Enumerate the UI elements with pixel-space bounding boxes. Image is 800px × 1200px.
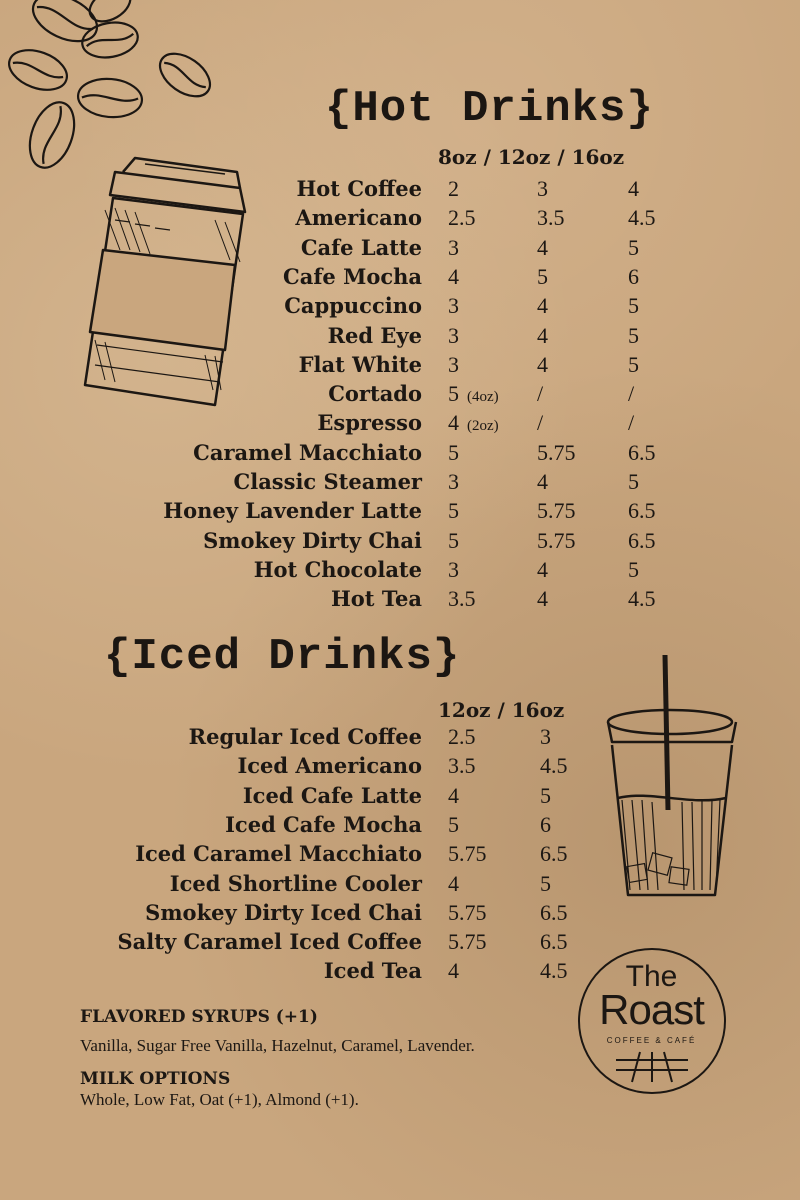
price-16oz: 5 xyxy=(540,782,551,808)
price-12oz: / xyxy=(537,381,544,407)
price-12oz: 3.5 xyxy=(537,205,565,231)
price-16oz: / xyxy=(628,381,635,407)
drink-name: Americano xyxy=(295,205,422,231)
menu-row xyxy=(0,264,800,293)
menu-row xyxy=(0,235,800,264)
drink-name: Salty Caramel Iced Coffee xyxy=(117,929,422,955)
hot-sizes-header: 8oz / 12oz / 16oz xyxy=(438,145,625,169)
price-8oz-value: 3.5 xyxy=(448,586,476,612)
price-16oz: 3 xyxy=(540,724,551,749)
price-12oz: 3 xyxy=(537,176,548,201)
price-8oz xyxy=(448,440,459,466)
logo-line-the: The xyxy=(625,960,678,993)
price-8oz xyxy=(448,469,459,495)
menu-row xyxy=(0,812,800,841)
menu-row xyxy=(0,900,800,929)
menu-row xyxy=(0,528,800,557)
drink-name: Honey Lavender Latte xyxy=(163,498,422,524)
menu-row xyxy=(0,440,800,469)
price-16oz: 6 xyxy=(540,811,551,837)
price-8oz xyxy=(448,498,459,524)
price-8oz xyxy=(448,205,476,231)
price-16oz: 5 xyxy=(628,293,639,319)
menu-row xyxy=(0,176,800,205)
drink-name: Iced Cafe Latte xyxy=(242,782,422,808)
menu-row xyxy=(0,469,800,498)
price-12oz: 4 xyxy=(537,322,548,348)
price-8oz-value: 3 xyxy=(448,556,459,582)
price-16oz: 6.5 xyxy=(628,439,656,465)
iced-drinks-heading: {Iced Drinks} xyxy=(104,632,461,682)
menu-row xyxy=(0,586,800,615)
drink-name: Smokey Dirty Chai xyxy=(203,527,422,553)
price-16oz: 5 xyxy=(628,234,639,260)
menu-row xyxy=(0,498,800,527)
price-8oz-value: 5 xyxy=(448,527,459,553)
menu-row xyxy=(0,293,800,322)
menu-row xyxy=(0,205,800,234)
price-12oz: / xyxy=(537,410,544,436)
menu-row xyxy=(0,410,800,439)
price-12oz: 4 xyxy=(537,351,548,377)
price-8oz xyxy=(448,528,459,554)
drink-name: Red Eye xyxy=(327,322,422,348)
price-12oz: 3.5 xyxy=(448,753,476,779)
iced-sizes-header: 12oz / 16oz xyxy=(438,698,565,722)
price-8oz xyxy=(448,293,459,319)
price-8oz xyxy=(448,352,459,378)
price-12oz: 5.75 xyxy=(448,899,487,925)
price-12oz: 4 xyxy=(537,234,548,260)
drink-name: Regular Iced Coffee xyxy=(188,724,422,749)
price-8oz-value: 5 xyxy=(448,381,459,407)
price-12oz: 4 xyxy=(537,469,548,494)
drink-name: Iced Cafe Mocha xyxy=(225,811,422,837)
size-note: (4oz) xyxy=(467,389,499,406)
price-16oz: 5 xyxy=(628,556,639,582)
price-12oz: 5 xyxy=(448,811,459,837)
price-16oz: 5 xyxy=(628,351,639,377)
menu-row xyxy=(0,352,800,381)
price-12oz: 5 xyxy=(537,263,548,289)
price-16oz: 5 xyxy=(628,322,639,348)
price-16oz: 5 xyxy=(628,469,639,494)
syrups-text: Vanilla, Sugar Free Vanilla, Hazelnut, Caramel, Lavender. xyxy=(80,1036,475,1055)
price-8oz-value: 3 xyxy=(448,293,459,319)
price-12oz: 5.75 xyxy=(448,841,487,867)
price-12oz: 4 xyxy=(537,556,548,582)
price-12oz: 4 xyxy=(537,293,548,319)
price-8oz xyxy=(448,235,459,261)
price-16oz: 6 xyxy=(628,263,639,289)
price-16oz: 4.5 xyxy=(628,205,656,231)
menu-row xyxy=(0,871,800,900)
price-8oz-value: 2 xyxy=(448,176,459,201)
price-16oz: 5 xyxy=(540,870,551,896)
drink-name: Iced Shortline Cooler xyxy=(169,870,422,896)
price-16oz: 6.5 xyxy=(540,929,568,955)
drink-name: Hot Chocolate xyxy=(253,556,422,582)
drink-name: Iced Americano xyxy=(237,753,422,779)
size-note: (2oz) xyxy=(467,418,499,435)
rail-track-icon xyxy=(612,1050,692,1086)
drink-name: Classic Steamer xyxy=(233,469,422,494)
price-16oz: 4.5 xyxy=(540,753,568,779)
drink-name: Iced Tea xyxy=(323,958,422,984)
price-12oz: 4 xyxy=(448,782,459,808)
price-12oz: 2.5 xyxy=(448,724,476,749)
drink-name: Cortado xyxy=(328,381,422,407)
price-12oz: 5.75 xyxy=(448,929,487,955)
drink-name: Cafe Latte xyxy=(300,234,422,260)
price-16oz: 4.5 xyxy=(628,586,656,612)
drink-name: Hot Tea xyxy=(330,586,422,612)
price-16oz: 4 xyxy=(628,176,639,201)
syrups-title: FLAVORED SYRUPS (+1) xyxy=(80,1007,318,1027)
price-12oz: 5.75 xyxy=(537,527,576,553)
the-roast-logo xyxy=(578,948,726,1094)
price-8oz xyxy=(448,410,499,436)
price-8oz-value: 4 xyxy=(448,263,459,289)
price-8oz-value: 3 xyxy=(448,351,459,377)
price-12oz: 5.75 xyxy=(537,498,576,524)
price-8oz-value: 3 xyxy=(448,234,459,260)
drink-name: Cafe Mocha xyxy=(283,263,422,289)
price-8oz xyxy=(448,323,459,349)
price-8oz xyxy=(448,381,499,407)
price-8oz-value: 3 xyxy=(448,322,459,348)
drink-name: Iced Caramel Macchiato xyxy=(135,841,422,867)
logo-line-roast: Roast xyxy=(599,986,704,1033)
drink-name: Espresso xyxy=(317,410,422,436)
price-8oz-value: 2.5 xyxy=(448,205,476,231)
milk-text: Whole, Low Fat, Oat (+1), Almond (+1). xyxy=(80,1090,359,1109)
price-12oz: 4 xyxy=(537,586,548,612)
menu-row xyxy=(0,753,800,782)
price-16oz: 4.5 xyxy=(540,958,568,984)
price-8oz-value: 4 xyxy=(448,410,459,436)
menu-row xyxy=(0,724,800,753)
price-8oz-value: 5 xyxy=(448,498,459,524)
menu-row xyxy=(0,323,800,352)
price-8oz-value: 5 xyxy=(448,439,459,465)
milk-title: MILK OPTIONS xyxy=(80,1069,231,1089)
drink-name: Caramel Macchiato xyxy=(193,439,422,465)
price-8oz xyxy=(448,176,459,202)
price-12oz: 4 xyxy=(448,870,459,896)
price-16oz: 6.5 xyxy=(628,527,656,553)
price-16oz: / xyxy=(628,410,635,436)
price-12oz: 5.75 xyxy=(537,439,576,465)
drink-name: Smokey Dirty Iced Chai xyxy=(145,899,422,925)
drink-name: Flat White xyxy=(298,351,422,377)
price-8oz xyxy=(448,557,459,583)
menu-row xyxy=(0,783,800,812)
price-16oz: 6.5 xyxy=(628,498,656,524)
logo-line-tagline: COFFEE & CAFÉ xyxy=(606,1036,697,1045)
price-16oz: 6.5 xyxy=(540,841,568,867)
menu-row xyxy=(0,841,800,870)
price-8oz xyxy=(448,264,459,290)
menu-row xyxy=(0,557,800,586)
menu-row xyxy=(0,381,800,410)
hot-drinks-heading: {Hot Drinks} xyxy=(325,84,654,134)
drink-name: Cappuccino xyxy=(284,293,422,319)
price-16oz: 6.5 xyxy=(540,899,568,925)
drink-name: Hot Coffee xyxy=(296,176,422,201)
price-8oz xyxy=(448,586,476,612)
price-12oz: 4 xyxy=(448,958,459,984)
price-8oz-value: 3 xyxy=(448,469,459,494)
